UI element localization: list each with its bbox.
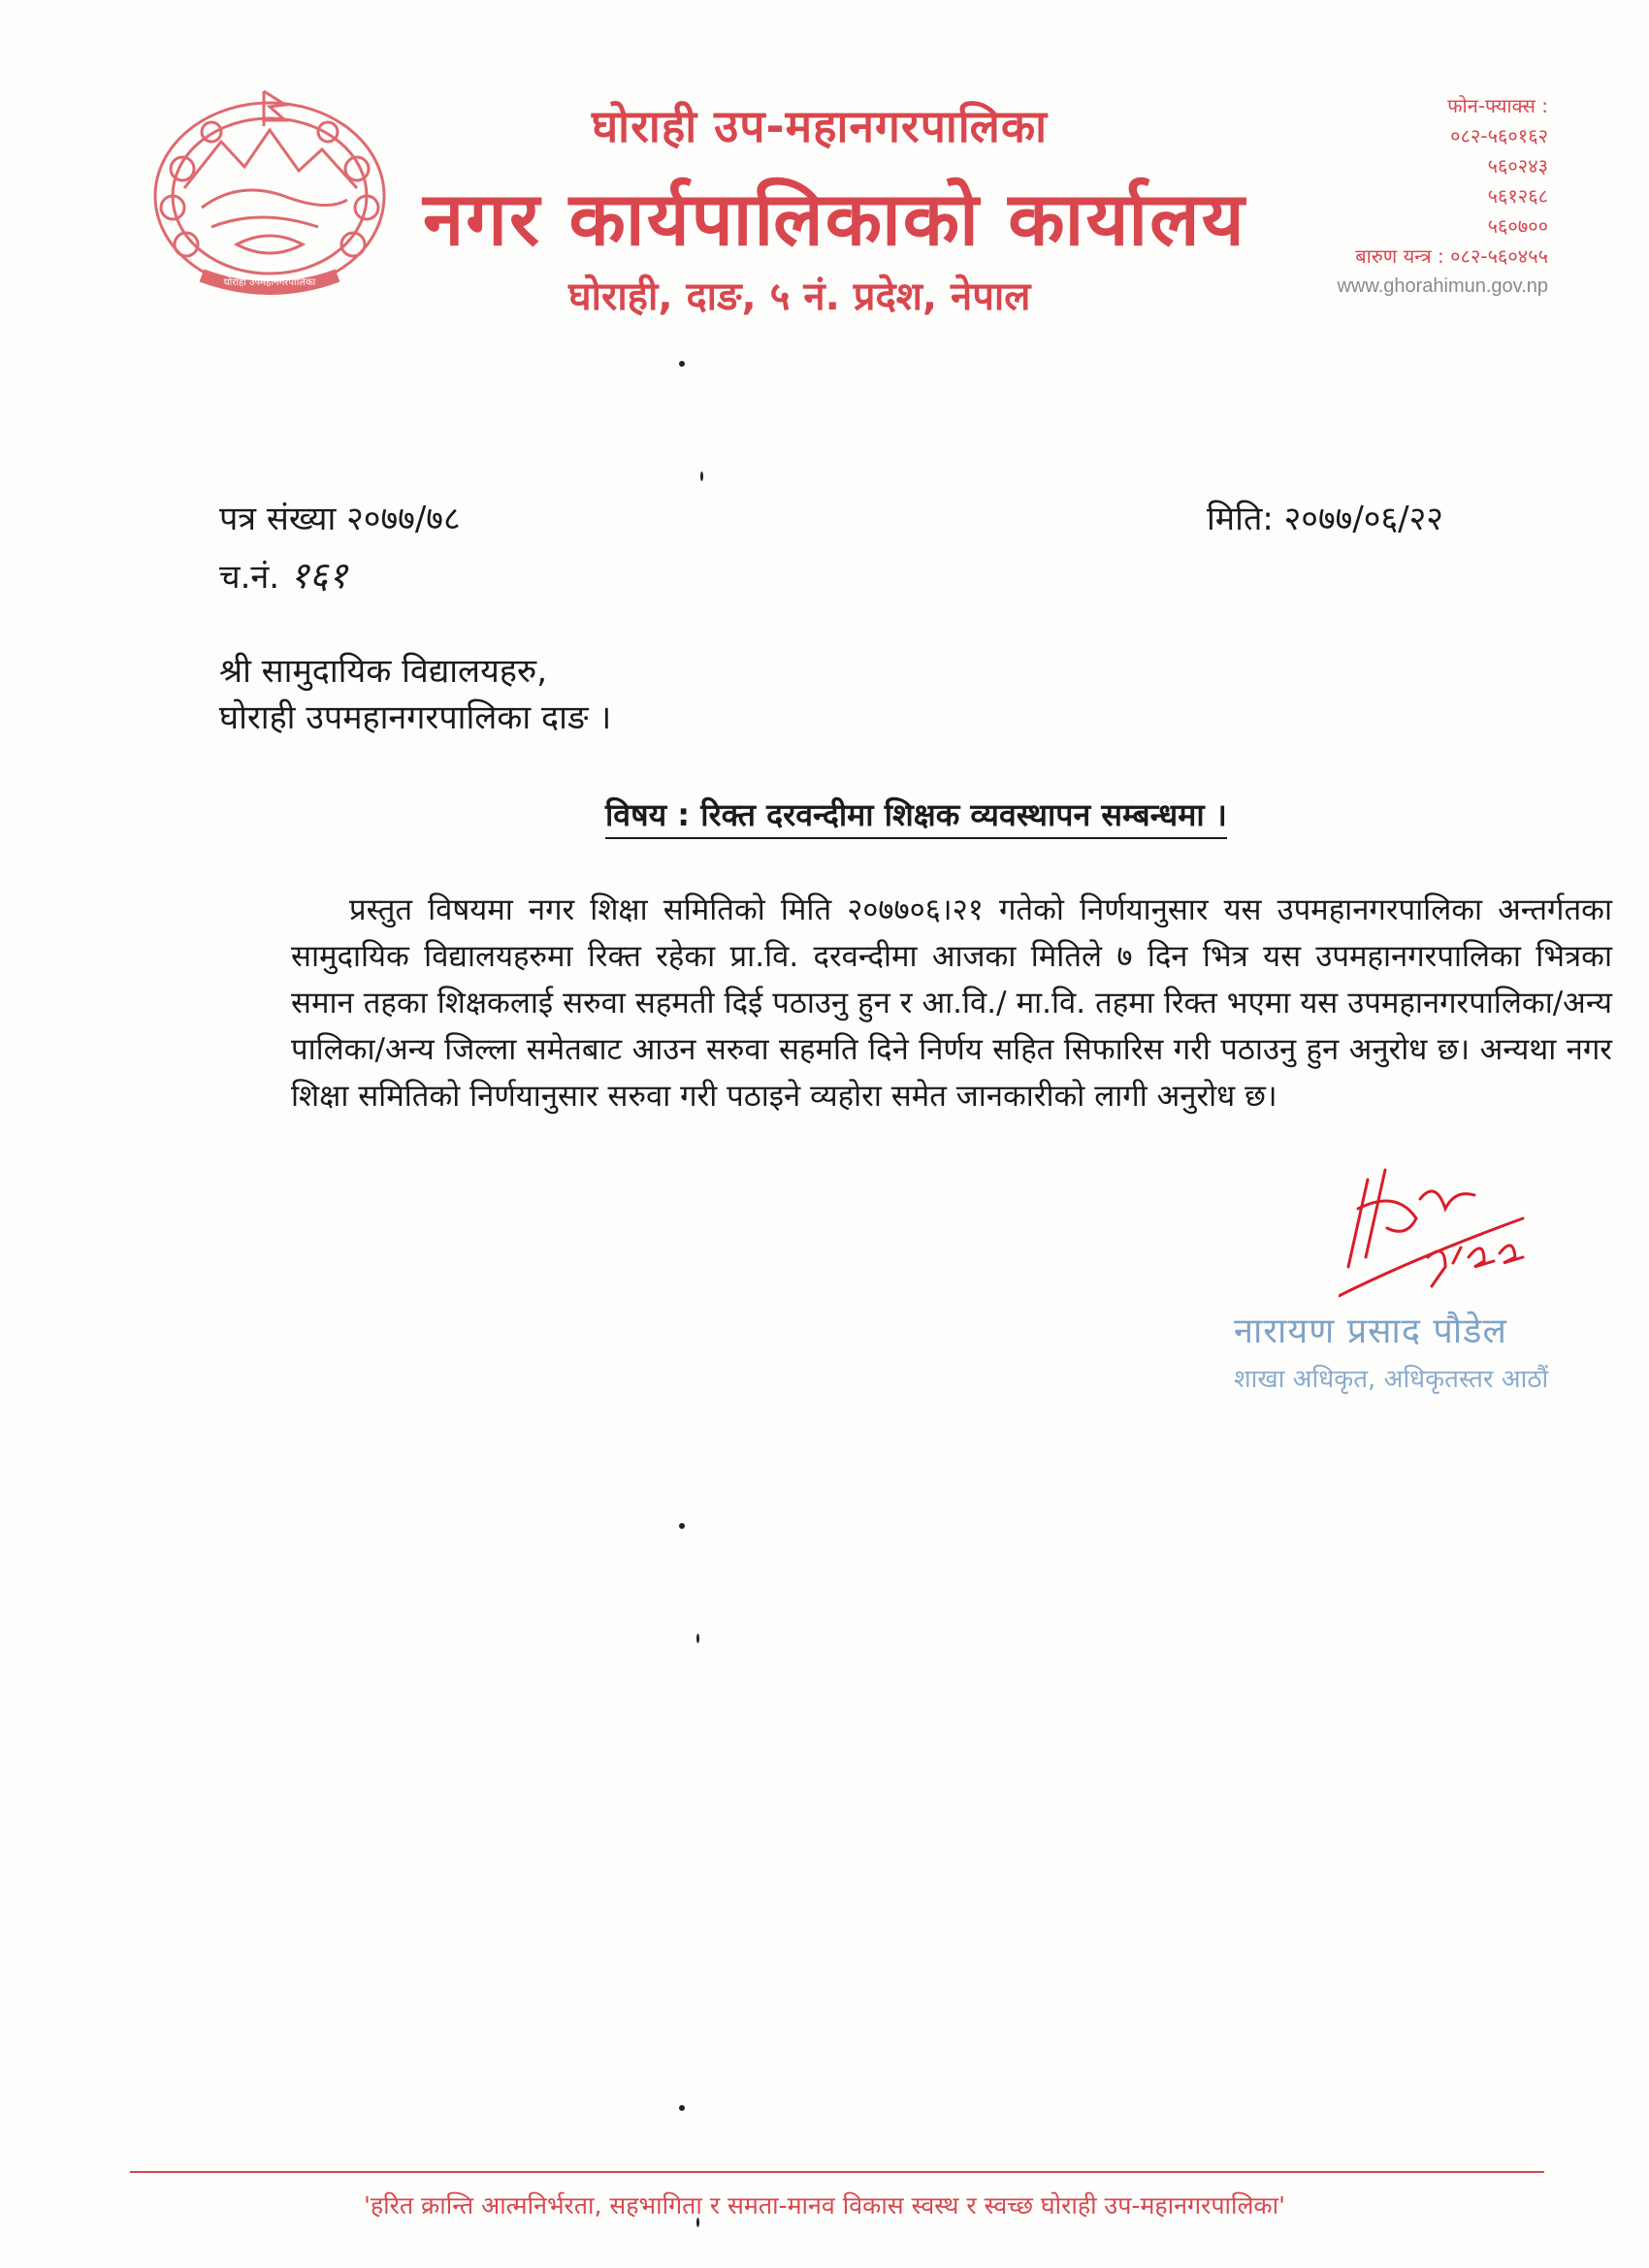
- handwritten-signature-icon: [1339, 1160, 1533, 1315]
- letter-subject: विषय : रिक्त दरवन्दीमा शिक्षक व्यवस्थापन सम्बन्धमा ।: [605, 794, 1227, 839]
- municipality-emblem-icon: [144, 81, 396, 303]
- signatory-name: नारायण प्रसाद पौडेल: [1234, 1312, 1507, 1351]
- phone-fax-label: फोन-फ्याक्स :: [1447, 94, 1548, 117]
- date-label: मिति:: [1207, 500, 1274, 538]
- scan-speck: [679, 2105, 685, 2111]
- phone-number: ५६०२४३: [1487, 154, 1548, 178]
- phone-number: ०८२-५६०१६२: [1450, 124, 1548, 147]
- dispatch-label: च.नं.: [219, 558, 280, 597]
- signatory-title: शाखा अधिकृत, अधिकृतस्तर आठौं: [1234, 1365, 1549, 1394]
- municipality-name: घोराही उप-महानगरपालिका: [592, 100, 1049, 152]
- scan-speck: [696, 1634, 699, 1643]
- phone-number: ५६०७००: [1487, 214, 1548, 238]
- reference-label: पत्र संख्या: [219, 500, 337, 538]
- website-link[interactable]: www.ghorahimun.gov.np: [1337, 275, 1548, 297]
- fire-service-label: बारुण यन्त्र :: [1355, 244, 1444, 268]
- fire-service-number: ०८२-५६०४५५: [1450, 244, 1548, 268]
- footer-slogan: 'हरित क्रान्ति आत्मनिर्भरता, सहभागिता र समता-मानव विकास स्वस्थ र स्वच्छ घोराही उप-महानगरपालिका': [364, 2191, 1285, 2219]
- letter-body: प्रस्तुत विषयमा नगर शिक्षा समितिको मिति २०७७०६।२१ गतेको निर्णयानुसार यस उपमहानगरपालिका अन्तर्गतका सामुदायिक विद्यालयहरुमा रिक्त रहेका प्रा.वि. दरवन्दीमा आजका मितिले ७ दिन भित्र यस उपमहानगरपालिका भित्रका समान तहका शिक्षकलाई सरुवा सहमती दिई पठाउनु हुन र आ.वि./ मा.वि. तहमा रिक्त भएमा यस उपमहानगरपालिका/अन्य पालिका/अन्य जिल्ला समेतबाट आउन सरुवा सहमति दिने निर्णय सहित सिफारिस गरी पठाउनु हुन अनुरोध छ। अन्यथा नगर शिक्षा समितिको निर्णयानुसार सरुवा गरी पठाइने व्यहोरा समेत जानकारीको लागी अनुरोध छ।: [291, 892, 1612, 1114]
- date-value: २०७७/०६/२२: [1283, 500, 1443, 538]
- scan-speck: [700, 471, 703, 481]
- addressee-line: घोराही उपमहानगरपालिका दाङ ।: [219, 698, 612, 737]
- letter-date: [1207, 495, 1443, 539]
- footer-divider: [130, 2171, 1544, 2173]
- office-name: नगर कार्यपालिकाको कार्यालय: [423, 176, 1246, 262]
- dispatch-number: [219, 549, 347, 599]
- scan-speck: [679, 361, 685, 367]
- office-address: घोराही, दाङ, ५ नं. प्रदेश, नेपाल: [568, 275, 1031, 319]
- scan-speck: [679, 1523, 685, 1529]
- reference-value: २०७७/७८: [346, 500, 461, 538]
- dispatch-value: १६१: [289, 554, 348, 597]
- reference-number: [219, 495, 461, 539]
- fire-service-row: [1228, 242, 1548, 272]
- addressee: [219, 648, 611, 741]
- phone-number: ५६१२६८: [1487, 184, 1548, 208]
- emblem-banner-text: घोराही उपमहानगरपालिका: [223, 277, 316, 288]
- addressee-line: श्री सामुदायिक विद्यालयहरु,: [219, 652, 548, 691]
- contact-block: [1228, 91, 1548, 302]
